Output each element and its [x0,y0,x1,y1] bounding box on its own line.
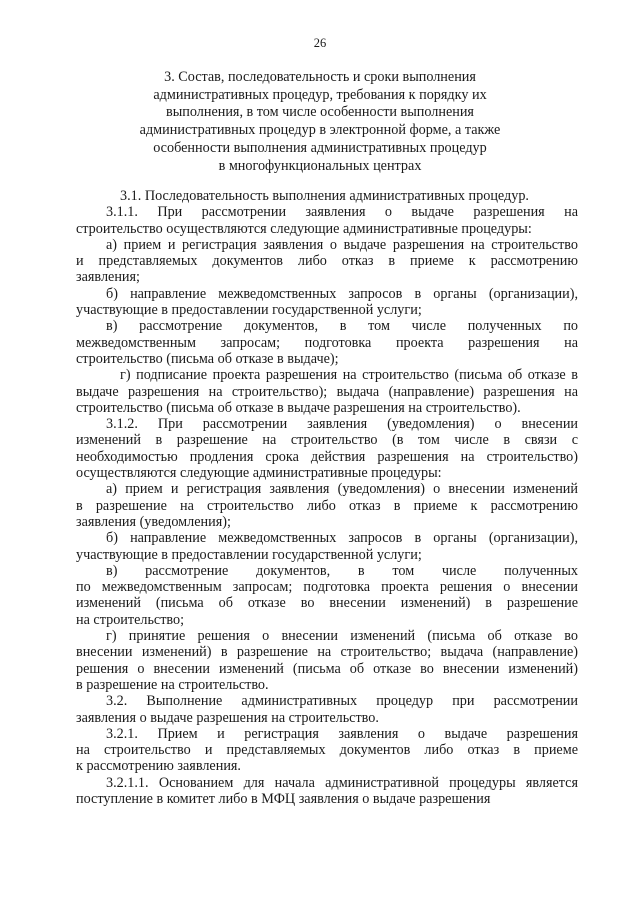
paragraph-line: поступление в комитет либо в МФЦ заявления о выдаче разрешения [76,790,491,807]
paragraph-line: и представляемых документов либо отказ в приеме к рассмотрению [76,253,578,270]
paragraph [76,481,578,530]
paragraph-line: строительство (письма об отказе в выдаче); [76,350,339,367]
paragraph-line: к рассмотрению заявления. [76,758,241,775]
paragraph-line: по межведомственным запросам; подготовка проекта решения о внесении [76,579,578,596]
paragraph [76,628,578,693]
paragraph [76,416,578,481]
paragraph [76,188,578,204]
paragraph-line: в) рассмотрение документов, в том числе полученных по [106,318,578,335]
paragraph [76,530,578,563]
paragraph-line: в разрешение на строительство. [76,676,269,693]
paragraph-line: заявления о выдаче разрешения на строительство. [76,709,379,726]
page-number: 26 [313,36,327,50]
paragraph-line: 3.2.1.1. Основанием для начала административной процедуры является [106,774,578,791]
paragraph-line: строительство (письма об отказе в выдаче разрешения на строительство). [76,399,521,416]
paragraph-line: г) подписание проекта разрешения на строительство (письма об отказе в [120,367,578,384]
heading-line: административных процедур, требования к порядку их [153,86,487,103]
paragraph-line: изменений (письма об отказе во внесении изменений) в разрешение [76,595,578,612]
paragraph-line: участвующие в предоставлении государственной услуги; [76,302,422,319]
paragraph [76,237,578,286]
paragraph [76,726,578,775]
heading-line: выполнения, в том числе особенности выполнения [166,104,474,121]
paragraph [76,693,578,726]
paragraph-line: изменений в разрешение на строительство (в том числе в связи с [76,432,578,449]
paragraph-line: решения о внесении изменений (письма об отказе во внесении изменений) [76,660,578,677]
paragraph-line: б) направление межведомственных запросов в органы (организации), [106,285,578,302]
paragraph [76,367,578,416]
paragraph [76,775,578,808]
paragraph-line: 3.2.1. Прием и регистрация заявления о выдаче разрешения [106,725,578,742]
paragraph-line: 3.1.1. При рассмотрении заявления о выдаче разрешения на [106,204,578,221]
heading-line: 3. Состав, последовательность и сроки выполнения [164,69,476,85]
document-body [76,188,578,807]
paragraph-line: в) рассмотрение документов, в том числе полученных [106,562,578,579]
paragraph-line: заявления (уведомления); [76,513,231,530]
paragraph-line: осуществляются следующие административные процедуры: [76,465,442,482]
paragraph-line: г) принятие решения о внесении изменений (письма об отказе во [106,628,578,645]
paragraph-line: участвующие в предоставлении государственной услуги; [76,546,422,563]
paragraph [76,563,578,628]
paragraph-line: на строительство; [76,611,185,628]
paragraph-line: в разрешение на строительство либо отказ в приеме к рассмотрению [76,497,578,514]
paragraph-line: а) прием и регистрация заявления о выдаче разрешения на строительство [106,236,578,253]
paragraph-line: выдаче разрешения на строительство); выдача (направление) разрешения на [76,383,578,400]
paragraph-line: 3.1.2. При рассмотрении заявления (уведомления) о внесении [106,416,578,433]
heading-line: в многофункциональных центрах [218,157,422,174]
paragraph-line: 3.1. Последовательность выполнения административных процедур. [120,188,529,204]
section-heading [110,69,530,175]
paragraph-line: а) прием и регистрация заявления (уведомления) о внесении изменений [106,481,578,498]
paragraph-line: строительство осуществляются следующие административные процедуры: [76,220,532,237]
heading-line: особенности выполнения административных процедур [153,139,487,156]
paragraph-line: на строительство и представляемых документов либо отказ в приеме [76,742,578,759]
paragraph [76,204,578,237]
paragraph-line: б) направление межведомственных запросов в органы (организации), [106,530,578,547]
paragraph-line: 3.2. Выполнение административных процедур при рассмотрении [106,693,578,710]
heading-line: административных процедур в электронной форме, а также [139,122,501,139]
paragraph-line: заявления; [76,269,140,286]
paragraph [76,318,578,367]
paragraph-line: внесении изменений) в разрешение на строительство; выдача (направление) [76,644,578,661]
paragraph-line: необходимостью продления срока действия разрешения на строительство) [76,448,578,465]
paragraph-line: межведомственным запросам; подготовка проекта разрешения на [76,334,578,351]
paragraph [76,286,578,319]
